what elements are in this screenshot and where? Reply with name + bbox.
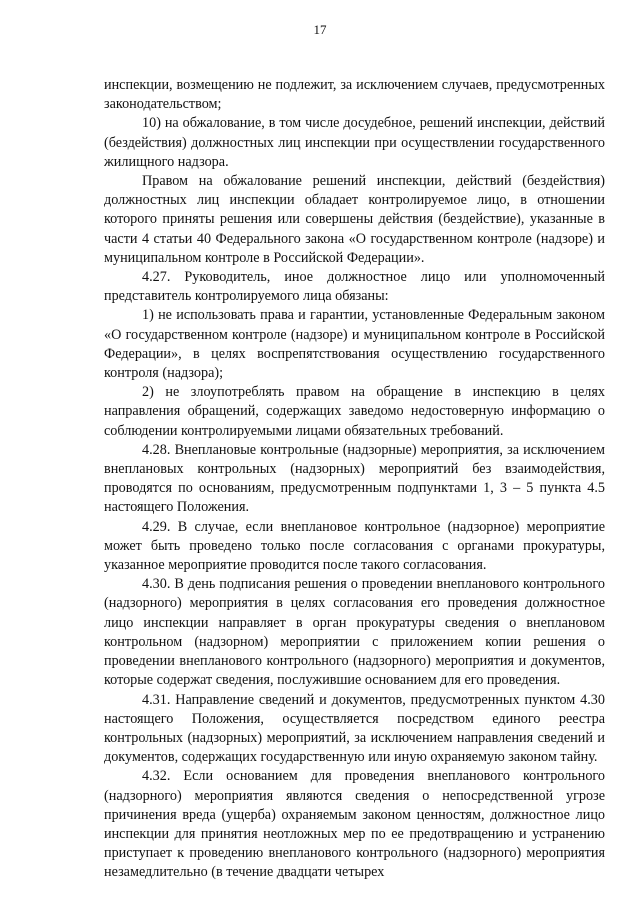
paragraph-4-27-item-1: 1) не использовать права и гарантии, установленные Федеральным законом «О государственном контроле (надзоре) и муниципальном контроле в Российской Федерации», в целях воспрепятствования осуществлению государственного контроля (надзора); bbox=[104, 307, 605, 382]
paragraph-4-27: 4.27. Руководитель, иное должностное лицо или уполномоченный представитель контролируемого лица обязаны: bbox=[104, 269, 605, 305]
document-body bbox=[104, 76, 605, 883]
paragraph-4-27-item-2: 2) не злоупотреблять правом на обращение в инспекцию в целях направления обращений, содержащих заведомо недостоверную информацию о соблюдении контролируемыми лицами обязательных требований. bbox=[104, 384, 605, 439]
paragraph-4-32: 4.32. Если основанием для проведения внепланового контрольного (надзорного) мероприятия являются сведения о непосредственной угрозе причинения вреда (ущерба) охраняемым законом ценностям, должностное лицо инспекции для принятия неотложных мер по ее предотвращению и устранению приступает к проведению внепланового контрольного (надзорного) мероприятия незамедлительно (в течение двадцати четырех bbox=[104, 768, 605, 881]
paragraph-4-28: 4.28. Внеплановые контрольные (надзорные) мероприятия, за исключением внеплановых контрольных (надзорных) мероприятий без взаимодействия, проводятся по основаниям, предусмотренным подпунктами 1, 3 – 5 пункта 4.5 настоящего Положения. bbox=[104, 441, 605, 516]
paragraph-continuation: инспекции, возмещению не подлежит, за исключением случаев, предусмотренных законодательством; bbox=[104, 77, 605, 113]
paragraph-4-29: 4.29. В случае, если внеплановое контрольное (надзорное) мероприятие может быть проведено только после согласования с органами прокуратуры, указанное мероприятие проводится после такого согласования. bbox=[104, 518, 605, 574]
page-number: 17 bbox=[313, 22, 327, 37]
paragraph-appeal-right: Правом на обжалование решений инспекции, действий (бездействия) должностных лиц инспекции обладает контролируемое лицо, в отношении которого приняты решения или совершены действия (бездействие), указанные в части 4 статьи 40 Федерального закона «О государственном контроле (надзоре) и муниципальном контроле в Российской Федерации». bbox=[104, 173, 605, 266]
paragraph-item-10: 10) на обжалование, в том числе досудебное, решений инспекции, действий (бездействия) должностных лиц инспекции при осуществлении государственного жилищного надзора. bbox=[104, 115, 605, 170]
paragraph-4-31: 4.31. Направление сведений и документов, предусмотренных пунктом 4.30 настоящего Положения, осуществляется посредством единого реестра контрольных (надзорных) мероприятий, за исключением направления сведений и документов, содержащих государственную или иную охраняемую законом тайну. bbox=[104, 691, 605, 766]
paragraph-4-30: 4.30. В день подписания решения о проведении внепланового контрольного (надзорного) мероприятия в целях согласования его проведения должностное лицо инспекции направляет в орган прокуратуры сведения о внеплановом контрольном (надзорном) мероприятии с приложением копии решения о проведении внепланового контрольного (надзорного) мероприятия и документов, которые содержат сведения, послужившие основанием для его проведения. bbox=[104, 576, 605, 689]
